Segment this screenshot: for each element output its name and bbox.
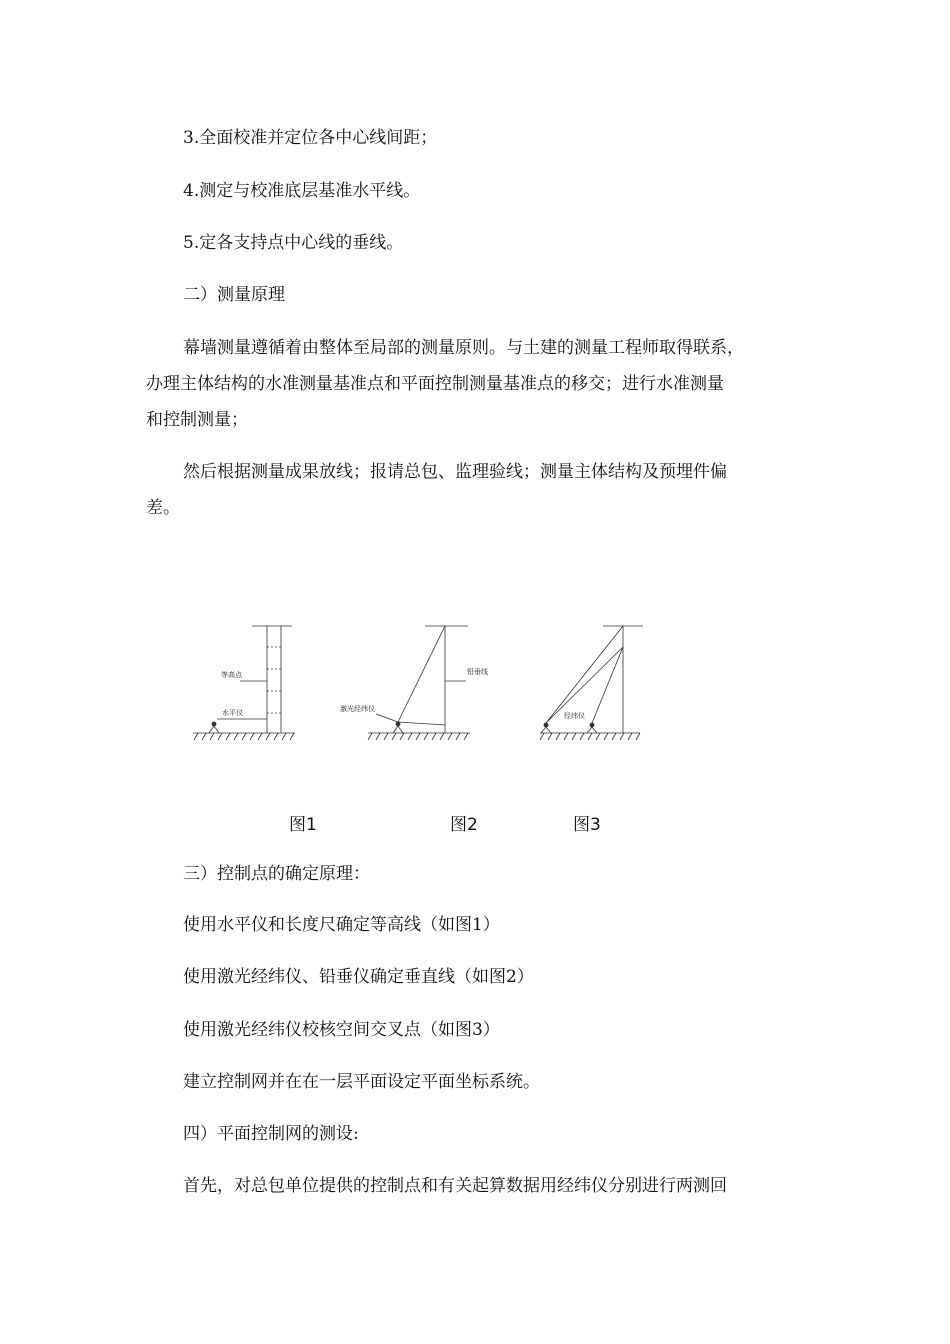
label-laser-theodolite: 激光经纬仪 — [340, 705, 375, 713]
figure-3-caption: 图3 — [573, 815, 601, 835]
figure-2-drawing — [368, 626, 470, 740]
section-3-line-1: 使用水平仪和长度尺确定等高线（如图1） — [183, 915, 500, 935]
section-heading-3: 三）控制点的确定原理： — [183, 864, 370, 884]
section-3-line-2: 使用激光经纬仪、铅垂仪确定垂直线（如图2） — [183, 967, 534, 987]
paragraph-2-line-1: 然后根据测量成果放线；报请总包、监理验线；测量主体结构及预埋件偏 — [183, 462, 727, 482]
label-theodolite: 经纬仪 — [564, 712, 585, 720]
figure-2-caption: 图2 — [450, 815, 478, 835]
section-heading-4: 四）平面控制网的测设: — [183, 1124, 359, 1144]
figure-1-drawing — [193, 626, 295, 740]
paragraph-2-line-2: 差。 — [146, 498, 180, 518]
paragraph-1-line-3: 和控制测量； — [146, 410, 248, 430]
figure-3-drawing — [540, 626, 643, 740]
list-item-4: 4.测定与校准底层基准水平线。 — [183, 181, 421, 201]
survey-diagram-svg — [180, 615, 660, 755]
section-heading-2: 二）测量原理 — [183, 285, 285, 305]
section-4-line-1: 首先，对总包单位提供的控制点和有关起算数据用经纬仪分别进行两测回 — [183, 1176, 727, 1196]
survey-diagrams — [180, 615, 660, 755]
label-plumb-line: 铅垂线 — [467, 668, 488, 676]
label-contour-point: 等高点 — [221, 671, 242, 679]
list-item-5: 5.定各支持点中心线的垂线。 — [183, 233, 404, 253]
list-item-3: 3.全面校准并定位各中心线间距； — [183, 128, 438, 148]
paragraph-1-line-1: 幕墙测量遵循着由整体至局部的测量原则。与土建的测量工程师取得联系， — [183, 338, 744, 358]
section-3-line-4: 建立控制网并在在一层平面设定平面坐标系统。 — [183, 1072, 540, 1092]
section-3-line-3: 使用激光经纬仪校核空间交叉点（如图3） — [183, 1020, 500, 1040]
paragraph-1-line-2: 办理主体结构的水准测量基准点和平面控制测量基准点的移交；进行水准测量 — [146, 374, 724, 394]
label-level-instrument: 水平仪 — [222, 709, 243, 717]
figure-1-caption: 图1 — [289, 815, 317, 835]
